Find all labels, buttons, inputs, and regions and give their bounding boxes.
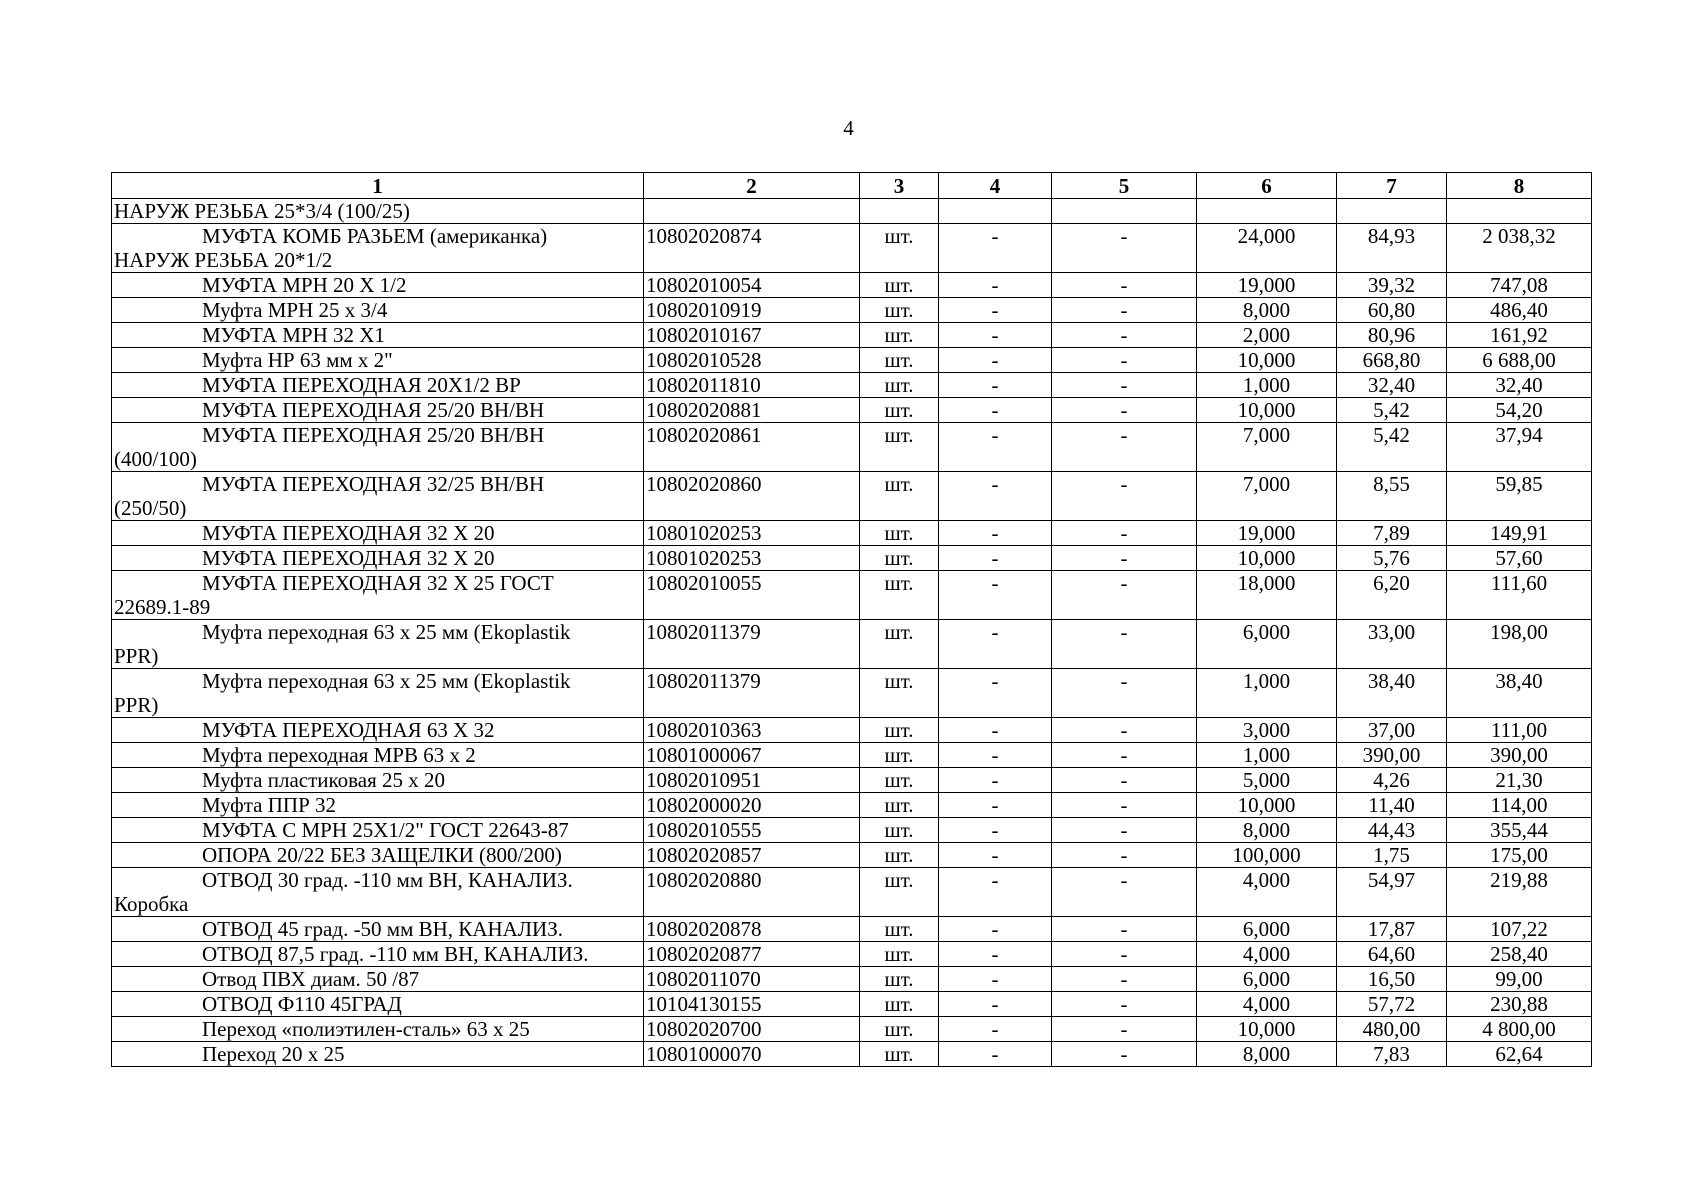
item-name-cell: [112, 1017, 644, 1042]
column-4-cell: -: [939, 868, 1052, 917]
quantity-cell: 4,000: [1197, 868, 1337, 917]
quantity-cell: 6,000: [1197, 917, 1337, 942]
column-4-cell: -: [939, 423, 1052, 472]
column-4-cell: -: [939, 768, 1052, 793]
item-name-line: Муфта переходная 63 х 25 мм (Ekoplastik: [202, 669, 571, 693]
column-5-cell: -: [1052, 571, 1197, 620]
column-4-cell: -: [939, 373, 1052, 398]
price-cell: 54,97: [1337, 868, 1447, 917]
price-cell: 6,20: [1337, 571, 1447, 620]
item-code-cell: 10802010363: [644, 718, 860, 743]
column-5-cell: [1052, 199, 1197, 224]
quantity-cell: 1,000: [1197, 743, 1337, 768]
column-5-cell: -: [1052, 521, 1197, 546]
item-code-cell: 10802011070: [644, 967, 860, 992]
price-cell: 7,83: [1337, 1042, 1447, 1067]
unit-cell: шт.: [860, 571, 939, 620]
item-name-line: МУФТА С МРН 25Х1/2" ГОСТ 22643-87: [202, 818, 569, 842]
sum-cell: 230,88: [1447, 992, 1592, 1017]
column-header: 2: [644, 173, 860, 199]
sum-cell: 390,00: [1447, 743, 1592, 768]
item-code-cell: 10802010167: [644, 323, 860, 348]
column-header: 6: [1197, 173, 1337, 199]
price-cell: 5,42: [1337, 398, 1447, 423]
page-number: 4: [843, 116, 854, 140]
column-4-cell: -: [939, 472, 1052, 521]
price-cell: [1337, 199, 1447, 224]
unit-cell: шт.: [860, 868, 939, 917]
item-name-continuation: PPR): [114, 644, 159, 668]
item-name-line: МУФТА ПЕРЕХОДНАЯ 32 Х 25 ГОСТ: [202, 571, 554, 595]
item-code-cell: 10802020881: [644, 398, 860, 423]
quantity-cell: 6,000: [1197, 620, 1337, 669]
column-4-cell: -: [939, 917, 1052, 942]
quantity-cell: [1197, 199, 1337, 224]
item-name-line: МУФТА КОМБ РАЗЬЕМ (американка): [202, 224, 548, 248]
unit-cell: шт.: [860, 1042, 939, 1067]
column-5-cell: -: [1052, 669, 1197, 718]
column-5-cell: -: [1052, 398, 1197, 423]
column-4-cell: -: [939, 743, 1052, 768]
column-4-cell: -: [939, 818, 1052, 843]
sum-cell: 6 688,00: [1447, 348, 1592, 373]
unit-cell: шт.: [860, 224, 939, 273]
unit-cell: шт.: [860, 1017, 939, 1042]
column-5-cell: -: [1052, 992, 1197, 1017]
column-4-cell: -: [939, 348, 1052, 373]
column-header: 7: [1337, 173, 1447, 199]
price-cell: 390,00: [1337, 743, 1447, 768]
item-code-cell: 10802020861: [644, 423, 860, 472]
column-5-cell: -: [1052, 1042, 1197, 1067]
quantity-cell: 10,000: [1197, 398, 1337, 423]
unit-cell: шт.: [860, 472, 939, 521]
table-row: [112, 423, 1592, 472]
unit-cell: шт.: [860, 743, 939, 768]
column-5-cell: -: [1052, 768, 1197, 793]
item-name-line: Муфта переходная МРВ 63 х 2: [202, 743, 476, 767]
unit-cell: шт.: [860, 967, 939, 992]
item-code-cell: 10104130155: [644, 992, 860, 1017]
item-name-line: Переход «полиэтилен-сталь» 63 х 25: [202, 1017, 530, 1041]
table-row: [112, 917, 1592, 942]
quantity-cell: 24,000: [1197, 224, 1337, 273]
quantity-cell: 4,000: [1197, 992, 1337, 1017]
table-row: [112, 620, 1592, 669]
sum-cell: 107,22: [1447, 917, 1592, 942]
table-row: [112, 768, 1592, 793]
item-name-continuation: (400/100): [114, 447, 197, 471]
table-row: [112, 1042, 1592, 1067]
quantity-cell: 19,000: [1197, 521, 1337, 546]
unit-cell: шт.: [860, 348, 939, 373]
item-name-line: ОТВОД Ф110 45ГРАД: [202, 992, 402, 1016]
column-5-cell: -: [1052, 917, 1197, 942]
sum-cell: 219,88: [1447, 868, 1592, 917]
table-row: [112, 868, 1592, 917]
sum-cell: 57,60: [1447, 546, 1592, 571]
column-header: 8: [1447, 173, 1592, 199]
unit-cell: шт.: [860, 521, 939, 546]
price-cell: 5,76: [1337, 546, 1447, 571]
item-name-cell: [112, 843, 644, 868]
table-body: [112, 199, 1592, 1067]
item-name-line: Муфта ППР 32: [202, 793, 336, 817]
sum-cell: 54,20: [1447, 398, 1592, 423]
price-cell: 39,32: [1337, 273, 1447, 298]
item-code-cell: 10802020878: [644, 917, 860, 942]
column-4-cell: -: [939, 793, 1052, 818]
price-cell: 480,00: [1337, 1017, 1447, 1042]
item-name-cell: [112, 1042, 644, 1067]
quantity-cell: 1,000: [1197, 373, 1337, 398]
price-cell: 4,26: [1337, 768, 1447, 793]
column-4-cell: -: [939, 298, 1052, 323]
goods-table: [111, 172, 1592, 1067]
sum-cell: 99,00: [1447, 967, 1592, 992]
table-row: [112, 942, 1592, 967]
sum-cell: 4 800,00: [1447, 1017, 1592, 1042]
unit-cell: шт.: [860, 323, 939, 348]
sum-cell: 355,44: [1447, 818, 1592, 843]
price-cell: 33,00: [1337, 620, 1447, 669]
sum-cell: 21,30: [1447, 768, 1592, 793]
item-name-line: МУФТА ПЕРЕХОДНАЯ 25/20 ВН/ВН: [202, 423, 545, 447]
item-code-cell: 10802020857: [644, 843, 860, 868]
unit-cell: шт.: [860, 843, 939, 868]
item-name-line: ОТВОД 45 град. -50 мм ВН, КАНАЛИЗ.: [202, 917, 563, 941]
table-row: [112, 298, 1592, 323]
column-5-cell: -: [1052, 868, 1197, 917]
column-5-cell: -: [1052, 967, 1197, 992]
column-5-cell: -: [1052, 818, 1197, 843]
item-code-cell: [644, 199, 860, 224]
unit-cell: шт.: [860, 298, 939, 323]
item-name-line: МУФТА ПЕРЕХОДНАЯ 32/25 ВН/ВН: [202, 472, 545, 496]
unit-cell: шт.: [860, 373, 939, 398]
price-cell: 32,40: [1337, 373, 1447, 398]
price-cell: 37,00: [1337, 718, 1447, 743]
item-name-line: МУФТА ПЕРЕХОДНАЯ 32 Х 20: [202, 521, 495, 545]
item-name-cell: [112, 423, 644, 472]
quantity-cell: 2,000: [1197, 323, 1337, 348]
quantity-cell: 10,000: [1197, 1017, 1337, 1042]
sum-cell: 59,85: [1447, 472, 1592, 521]
quantity-cell: 8,000: [1197, 298, 1337, 323]
column-4-cell: -: [939, 323, 1052, 348]
item-name-line: ОТВОД 87,5 град. -110 мм ВН, КАНАЛИЗ.: [202, 942, 589, 966]
sum-cell: [1447, 199, 1592, 224]
quantity-cell: 7,000: [1197, 472, 1337, 521]
item-name-line: ОПОРА 20/22 БЕЗ ЗАЩЕЛКИ (800/200): [202, 843, 562, 867]
column-4-cell: -: [939, 571, 1052, 620]
item-name-line: Переход 20 х 25: [202, 1042, 345, 1066]
item-name-cell: [112, 743, 644, 768]
item-name-cell: [112, 323, 644, 348]
unit-cell: шт.: [860, 423, 939, 472]
column-4-cell: -: [939, 521, 1052, 546]
table-row: [112, 571, 1592, 620]
item-name-cell: [112, 917, 644, 942]
column-5-cell: -: [1052, 743, 1197, 768]
column-5-cell: -: [1052, 546, 1197, 571]
item-name-cell: [112, 546, 644, 571]
quantity-cell: 19,000: [1197, 273, 1337, 298]
table-row: [112, 818, 1592, 843]
column-5-cell: -: [1052, 224, 1197, 273]
price-cell: 5,42: [1337, 423, 1447, 472]
table-header-row: [112, 173, 1592, 199]
item-code-cell: 10802020700: [644, 1017, 860, 1042]
item-code-cell: 10802020860: [644, 472, 860, 521]
item-name-cell: [112, 868, 644, 917]
column-4-cell: -: [939, 1042, 1052, 1067]
item-name-continuation: PPR): [114, 693, 159, 717]
item-name-continuation: Коробка: [114, 892, 189, 916]
unit-cell: шт.: [860, 546, 939, 571]
column-header: 3: [860, 173, 939, 199]
item-code-cell: 10802010555: [644, 818, 860, 843]
unit-cell: шт.: [860, 917, 939, 942]
column-5-cell: -: [1052, 348, 1197, 373]
item-code-cell: 10802010055: [644, 571, 860, 620]
table-row: [112, 1017, 1592, 1042]
item-code-cell: 10802011379: [644, 620, 860, 669]
item-code-cell: 10802010054: [644, 273, 860, 298]
column-5-cell: -: [1052, 373, 1197, 398]
item-code-cell: 10802011810: [644, 373, 860, 398]
table-row: [112, 843, 1592, 868]
item-name-line: Муфта пластиковая 25 х 20: [202, 768, 446, 792]
column-4-cell: -: [939, 718, 1052, 743]
column-4-cell: -: [939, 273, 1052, 298]
column-5-cell: -: [1052, 273, 1197, 298]
item-code-cell: 10801020253: [644, 546, 860, 571]
quantity-cell: 4,000: [1197, 942, 1337, 967]
sum-cell: 2 038,32: [1447, 224, 1592, 273]
quantity-cell: 10,000: [1197, 793, 1337, 818]
item-code-cell: 10802010951: [644, 768, 860, 793]
column-4-cell: -: [939, 1017, 1052, 1042]
column-5-cell: -: [1052, 718, 1197, 743]
price-cell: 7,89: [1337, 521, 1447, 546]
item-code-cell: 10802020874: [644, 224, 860, 273]
table-row: [112, 669, 1592, 718]
sum-cell: 149,91: [1447, 521, 1592, 546]
price-cell: 16,50: [1337, 967, 1447, 992]
item-name-cell: [112, 273, 644, 298]
column-4-cell: [939, 199, 1052, 224]
sum-cell: 198,00: [1447, 620, 1592, 669]
quantity-cell: 10,000: [1197, 348, 1337, 373]
price-cell: 38,40: [1337, 669, 1447, 718]
item-name-cell: [112, 224, 644, 273]
column-header: 1: [112, 173, 644, 199]
unit-cell: шт.: [860, 942, 939, 967]
table-row: [112, 743, 1592, 768]
price-cell: 57,72: [1337, 992, 1447, 1017]
column-5-cell: -: [1052, 793, 1197, 818]
unit-cell: шт.: [860, 669, 939, 718]
item-name-cell: [112, 992, 644, 1017]
column-5-cell: -: [1052, 843, 1197, 868]
item-name-cell: [112, 669, 644, 718]
price-cell: 11,40: [1337, 793, 1447, 818]
item-name-line: МУФТА ПЕРЕХОДНАЯ 20Х1/2 ВР: [202, 373, 521, 397]
unit-cell: шт.: [860, 718, 939, 743]
table-row: [112, 224, 1592, 273]
table-row: [112, 521, 1592, 546]
column-4-cell: -: [939, 224, 1052, 273]
unit-cell: шт.: [860, 273, 939, 298]
table-row: [112, 793, 1592, 818]
unit-cell: шт.: [860, 768, 939, 793]
column-4-cell: -: [939, 942, 1052, 967]
table-row: [112, 718, 1592, 743]
item-name-cell: [112, 298, 644, 323]
item-name-line: Муфта переходная 63 х 25 мм (Ekoplastik: [202, 620, 571, 644]
column-4-cell: -: [939, 546, 1052, 571]
quantity-cell: 7,000: [1197, 423, 1337, 472]
column-4-cell: -: [939, 620, 1052, 669]
sum-cell: 62,64: [1447, 1042, 1592, 1067]
item-name-line: МУФТА ПЕРЕХОДНАЯ 63 Х 32: [202, 718, 495, 742]
item-code-cell: 10802020880: [644, 868, 860, 917]
quantity-cell: 100,000: [1197, 843, 1337, 868]
quantity-cell: 10,000: [1197, 546, 1337, 571]
sum-cell: 161,92: [1447, 323, 1592, 348]
sum-cell: 258,40: [1447, 942, 1592, 967]
table-row: [112, 373, 1592, 398]
column-5-cell: -: [1052, 423, 1197, 472]
sum-cell: 747,08: [1447, 273, 1592, 298]
sum-cell: 37,94: [1447, 423, 1592, 472]
item-code-cell: 10801000070: [644, 1042, 860, 1067]
column-5-cell: -: [1052, 323, 1197, 348]
table-row: [112, 273, 1592, 298]
item-code-cell: 10802010528: [644, 348, 860, 373]
unit-cell: шт.: [860, 398, 939, 423]
table-row: [112, 546, 1592, 571]
table-row: [112, 348, 1592, 373]
item-name-cell: [112, 620, 644, 669]
price-cell: 80,96: [1337, 323, 1447, 348]
item-name-continuation: 22689.1-89: [114, 595, 211, 619]
item-name-cell: [112, 818, 644, 843]
table-row: [112, 323, 1592, 348]
item-name-line: Муфта МРН 25 х 3/4: [202, 298, 388, 322]
sum-cell: 111,60: [1447, 571, 1592, 620]
column-header: 4: [939, 173, 1052, 199]
column-5-cell: -: [1052, 1017, 1197, 1042]
unit-cell: [860, 199, 939, 224]
item-name-cell: [112, 348, 644, 373]
sum-cell: 111,00: [1447, 718, 1592, 743]
quantity-cell: 8,000: [1197, 1042, 1337, 1067]
column-5-cell: -: [1052, 942, 1197, 967]
quantity-cell: 3,000: [1197, 718, 1337, 743]
table-row: [112, 398, 1592, 423]
column-4-cell: -: [939, 967, 1052, 992]
unit-cell: шт.: [860, 793, 939, 818]
item-name-cell: [112, 768, 644, 793]
table-row: [112, 472, 1592, 521]
item-name-cell: [112, 373, 644, 398]
price-cell: 17,87: [1337, 917, 1447, 942]
price-cell: 60,80: [1337, 298, 1447, 323]
item-code-cell: 10802011379: [644, 669, 860, 718]
column-4-cell: -: [939, 669, 1052, 718]
item-name-continuation: (250/50): [114, 496, 187, 520]
unit-cell: шт.: [860, 620, 939, 669]
sum-cell: 175,00: [1447, 843, 1592, 868]
item-name-line: МУФТА ПЕРЕХОДНАЯ 25/20 ВН/ВН: [202, 398, 545, 422]
item-name-line: Муфта НР 63 мм х 2": [202, 348, 393, 372]
item-code-cell: 10801020253: [644, 521, 860, 546]
price-cell: 44,43: [1337, 818, 1447, 843]
item-name-cell: [112, 942, 644, 967]
item-name-cell: [112, 472, 644, 521]
quantity-cell: 8,000: [1197, 818, 1337, 843]
sum-cell: 114,00: [1447, 793, 1592, 818]
item-name-line: МУФТА МРН 20 Х 1/2: [202, 273, 407, 297]
unit-cell: шт.: [860, 818, 939, 843]
price-cell: 668,80: [1337, 348, 1447, 373]
price-cell: 84,93: [1337, 224, 1447, 273]
column-5-cell: -: [1052, 620, 1197, 669]
price-cell: 64,60: [1337, 942, 1447, 967]
item-name-line: МУФТА МРН 32 Х1: [202, 323, 385, 347]
item-name-cell: [112, 967, 644, 992]
sum-cell: 32,40: [1447, 373, 1592, 398]
quantity-cell: 6,000: [1197, 967, 1337, 992]
item-name-line: Отвод ПВХ диам. 50 /87: [202, 967, 420, 991]
column-4-cell: -: [939, 398, 1052, 423]
item-name-cell: [112, 793, 644, 818]
item-code-cell: 10801000067: [644, 743, 860, 768]
item-name-continuation: НАРУЖ РЕЗЬБА 20*1/2: [114, 248, 333, 272]
column-4-cell: -: [939, 843, 1052, 868]
column-5-cell: -: [1052, 472, 1197, 521]
item-name-line: ОТВОД 30 град. -110 мм ВН, КАНАЛИЗ.: [202, 868, 573, 892]
item-name-cell: [112, 571, 644, 620]
item-name-cell: [112, 521, 644, 546]
table-row: [112, 199, 1592, 224]
quantity-cell: 5,000: [1197, 768, 1337, 793]
column-4-cell: -: [939, 992, 1052, 1017]
table-row: [112, 992, 1592, 1017]
item-code-cell: 10802000020: [644, 793, 860, 818]
column-header: 5: [1052, 173, 1197, 199]
item-name-cell: [112, 718, 644, 743]
table-row: [112, 967, 1592, 992]
column-5-cell: -: [1052, 298, 1197, 323]
item-code-cell: 10802010919: [644, 298, 860, 323]
item-name-cell: [112, 398, 644, 423]
unit-cell: шт.: [860, 992, 939, 1017]
item-name-line: МУФТА ПЕРЕХОДНАЯ 32 Х 20: [202, 546, 495, 570]
price-cell: 8,55: [1337, 472, 1447, 521]
price-cell: 1,75: [1337, 843, 1447, 868]
quantity-cell: 1,000: [1197, 669, 1337, 718]
sum-cell: 486,40: [1447, 298, 1592, 323]
item-name-cell: [112, 199, 644, 224]
item-code-cell: 10802020877: [644, 942, 860, 967]
quantity-cell: 18,000: [1197, 571, 1337, 620]
sum-cell: 38,40: [1447, 669, 1592, 718]
item-name-continuation: НАРУЖ РЕЗЬБА 25*3/4 (100/25): [114, 199, 410, 223]
